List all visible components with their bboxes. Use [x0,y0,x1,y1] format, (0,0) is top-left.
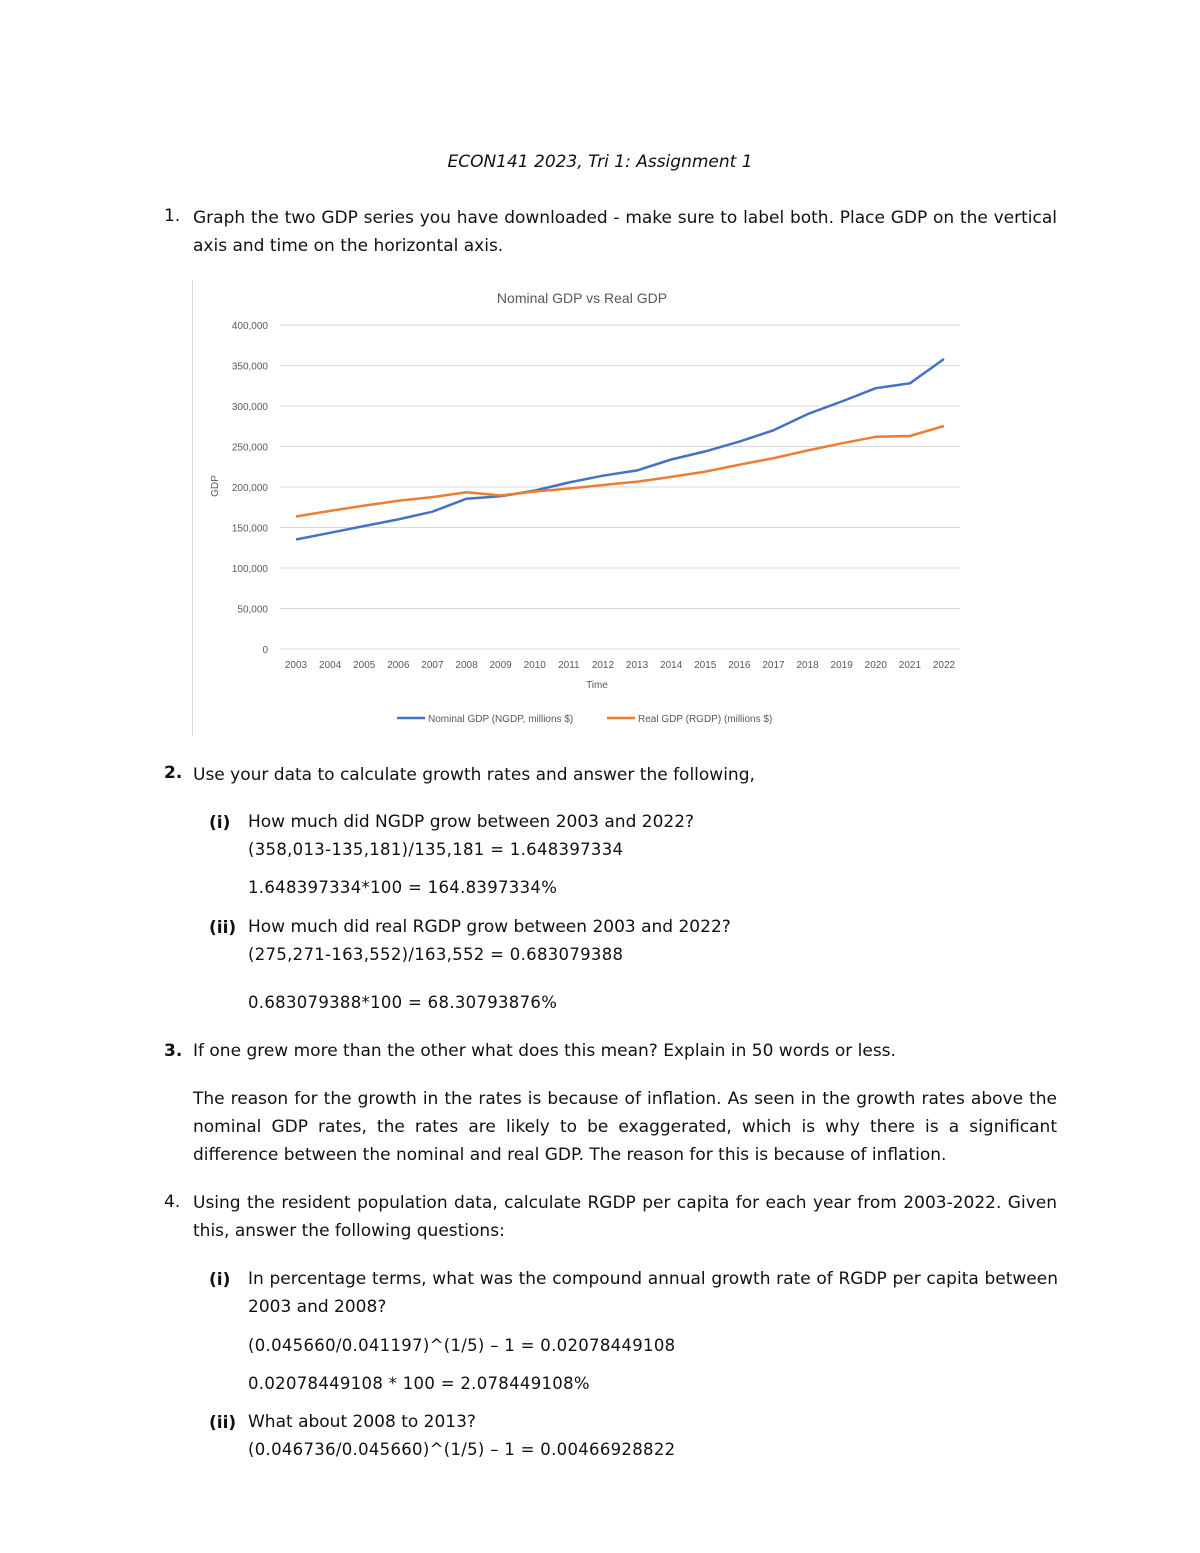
x-tick-label: 2005 [353,660,376,671]
y-tick-label: 200,000 [231,483,268,494]
x-tick-label: 2011 [558,660,580,671]
x-tick-label: 2007 [421,660,444,671]
y-tick-label: 400,000 [231,321,268,332]
chart-border [192,280,193,736]
x-tick-label: 2009 [489,660,512,671]
series-line-nominal-gdp [296,359,944,540]
legend-label: Real GDP (RGDP) (millions $) [638,714,773,725]
x-tick-label: 2006 [387,660,410,671]
y-tick-label: 150,000 [231,523,268,535]
question-2ii-calc-2: 0.683079388*100 = 68.30793876% [248,993,558,1012]
chart-title: Nominal GDP vs Real GDP [496,290,668,306]
x-tick-label: 2022 [932,660,956,671]
x-tick-label: 2021 [898,660,922,671]
question-4i-number: (i) [209,1270,231,1290]
x-tick-label: 2017 [762,660,785,671]
x-tick-label: 2015 [694,660,717,671]
x-tick-label: 2013 [625,660,649,671]
y-tick-label: 0 [262,645,268,656]
question-2ii-number: (ii) [209,918,237,938]
question-4i-calc-1: (0.045660/0.041197)^(1/5) – 1 = 0.02078449108 [248,1336,676,1355]
question-4ii-text: What about 2008 to 2013? [248,1412,476,1432]
x-tick-label: 2012 [591,660,615,671]
question-4-text: Using the resident population data, calculate RGDP per capita for each year from 2003-2022. Given this, answer the following questions: [193,1193,1057,1241]
x-tick-label: 2019 [830,660,853,671]
question-4i-calc-2: 0.02078449108 * 100 = 2.078449108% [248,1374,590,1393]
x-tick-label: 2004 [318,660,342,671]
x-tick-label: 2020 [864,660,887,671]
y-tick-label: 300,000 [231,402,268,413]
question-2-number: 2. [164,763,183,783]
question-4ii-number: (ii) [209,1413,237,1433]
question-4-number: 4. [164,1192,181,1212]
y-tick-label: 350,000 [231,361,268,373]
chart-y-axis-label: GDP [210,475,221,497]
x-tick-label: 2008 [455,660,478,671]
x-tick-label: 2018 [796,660,819,671]
question-4i-text: In percentage terms, what was the compound annual growth rate of RGDP per capita between 2003 and 2008? [248,1269,1058,1317]
question-2i-text: How much did NGDP grow between 2003 and 2022? [248,812,695,832]
y-tick-label: 50,000 [237,604,268,616]
gdp-chart [192,280,972,736]
question-2-text: Use your data to calculate growth rates and answer the following, [193,765,755,785]
legend-label: Nominal GDP (NGDP, millions $) [428,714,574,725]
question-2i-calc-1: (358,013-135,181)/135,181 = 1.648397334 [248,840,624,859]
y-tick-label: 250,000 [231,442,268,454]
question-2i-number: (i) [209,813,231,833]
question-2ii-text: How much did real RGDP grow between 2003 and 2022? [248,917,731,937]
chart-svg [192,280,972,736]
question-3-number: 3. [164,1041,183,1061]
chart-x-axis-label: Time [586,680,608,691]
x-tick-label: 2016 [728,660,751,671]
question-1-text: Graph the two GDP series you have downloaded - make sure to label both. Place GDP on the vertical axis and time on the horizontal axis. [193,208,1057,256]
x-tick-label: 2010 [523,660,546,671]
question-3-text: If one grew more than the other what does this mean? Explain in 50 words or less. [193,1041,896,1061]
x-tick-label: 2014 [660,660,683,671]
question-2i-calc-2: 1.648397334*100 = 164.8397334% [248,878,558,897]
question-2ii-calc-1: (275,271-163,552)/163,552 = 0.683079388 [248,945,624,964]
question-1-number: 1. [164,206,181,226]
y-tick-label: 100,000 [231,564,268,575]
series-line-real-gdp [296,426,944,517]
x-tick-label: 2003 [284,660,308,671]
question-4ii-calc-1: (0.046736/0.045660)^(1/5) – 1 = 0.00466928822 [248,1440,676,1459]
question-3-answer: The reason for the growth in the rates is because of inflation. As seen in the growth rates above the nominal GDP rates, the rates are likely to be exaggerated, which is why there is a significant difference between the nominal and real GDP. The reason for this is because of inflation. [193,1089,1057,1165]
page-title: ECON141 2023, Tri 1: Assignment 1 [447,152,753,172]
